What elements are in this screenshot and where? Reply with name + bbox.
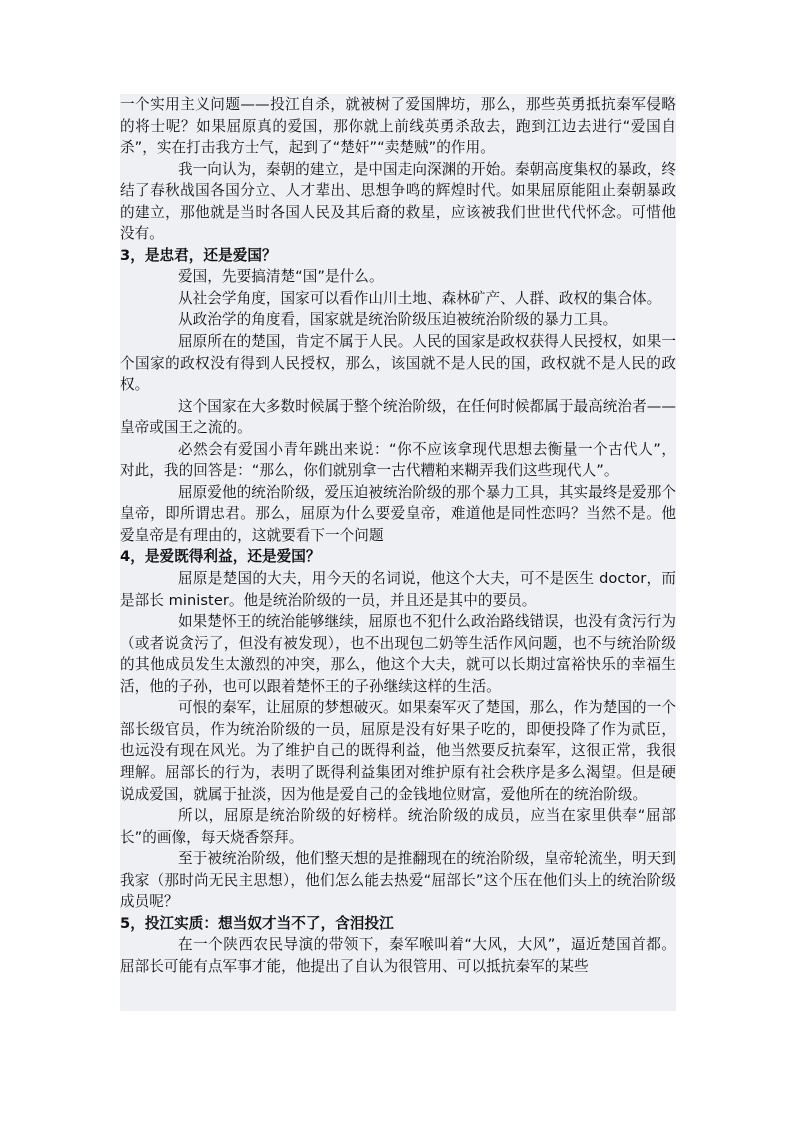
paragraph: 所以，屈原是统治阶级的好榜样。统治阶级的成员，应当在家里供奉“屈部长”的画像，每天烧香祭拜。 [120,807,676,846]
section-heading-4: 4，是爱既得利益，还是爱国？ [120,548,321,566]
paragraph: 这个国家在大多数时候属于整个统治阶级，在任何时候都属于最高统治者——皇帝或国王之流的。 [120,397,676,437]
paragraph: 屈原所在的楚国，肯定不属于人民。人民的国家是政权获得人民授权，如果一个国家的政权没有得到人民授权，那么，该国就不是人民的国，政权就不是人民的政权。 [120,333,676,394]
paragraph: 从政治学的角度看，国家就是统治阶级压迫被统治阶级的暴力工具。 [178,311,618,329]
paragraph: 我一向认为，秦朝的建立，是中国走向深渊的开始。秦朝高度集权的暴政，终结了春秋战国各国分立、人才辈出、思想争鸣的辉煌时代。如果屈原能阻止秦朝暴政的建立，那他就是当时各国人民及其后裔的救星，应该被我们世世代代怀念。可惜他没有。 [120,160,676,243]
article-body [120,94,676,1011]
paragraph: 一个实用主义问题——投江自杀，就被树了爱国牌坊，那么，那些英勇抵抗秦军侵略的将士呢？如果屈原真的爱国，那你就上前线英勇杀敌去，跑到江边去进行“爱国自杀”，实在打击我方士气，起到了“楚奸”“卖楚贼”的作用。 [120,96,676,157]
section-heading-5: 5，投江实质：想当奴才当不了，含泪投江 [120,914,394,932]
paragraph: 至于被统治阶级，他们整天想的是推翻现在的统治阶级，皇帝轮流坐，明天到我家（那时尚无民主思想），他们怎么能去热爱“屈部长”这个压在他们头上的统治阶级成员呢？ [120,850,676,911]
section-heading-3: 3，是忠君，还是爱国？ [120,246,277,264]
paragraph: 必然会有爱国小青年跳出来说：“你不应该拿现代思想去衡量一个古代人”，对此，我的回答是：“那么，你们就别拿一古代糟粕来糊弄我们这些现代人”。 [120,440,676,480]
paragraph: 可恨的秦军，让屈原的梦想破灭。如果秦军灭了楚国，那么，作为楚国的一个部长级官员，作为统治阶级的一员，屈原是没有好果子吃的，即便投降了作为贰臣，也远没有现在风光。为了维护自己的既得利益，他当然要反抗秦军，这很正常，我很理解。屈部长的行为，表明了既得利益集团对维护原有社会秩序是多么渴望。但是硬说成爱国，就属于扯淡，因为他是爱自己的金钱地位财富，爱他所在的统治阶级。 [120,699,676,803]
paragraph: 爱国，先要搞清楚“国”是什么。 [178,268,384,286]
paragraph: 在一个陕西农民导演的带领下，秦军喉叫着“大风，大风”，逼近楚国首都。屈部长可能有点军事才能，他提出了自认为很管用、可以抵抗秦军的某些 [120,936,676,975]
paragraph: 屈原是楚国的大夫，用今天的名词说，他这个大夫，可不是医生 doctor，而是部长 minister。他是统治阶级的一员，并且还是其中的要员。 [120,570,676,609]
paragraph: 屈原爱他的统治阶级，爱压迫被统治阶级的那个暴力工具，其实最终是爱那个皇帝，即所谓忠君。那么，屈原为什么要爱皇帝，难道他是同性恋吗？当然不是。他爱皇帝是有理由的，这就要看下一个问题 [120,483,676,544]
paragraph: 从社会学角度，国家可以看作山川土地、森林矿产、人群、政权的集合体。 [178,289,662,307]
paragraph: 如果楚怀王的统治能够继续，屈原也不犯什么政治路线错误，也没有贪污行为（或者说贪污了，但没有被发现），也不出现包二奶等生活作风问题，也不与统治阶级的其他成员发生太激烈的冲突，那么，他这个大夫，就可以长期过富裕快乐的幸福生活，他的子孙，也可以跟着楚怀王的子孙继续这样的生活。 [120,613,676,695]
